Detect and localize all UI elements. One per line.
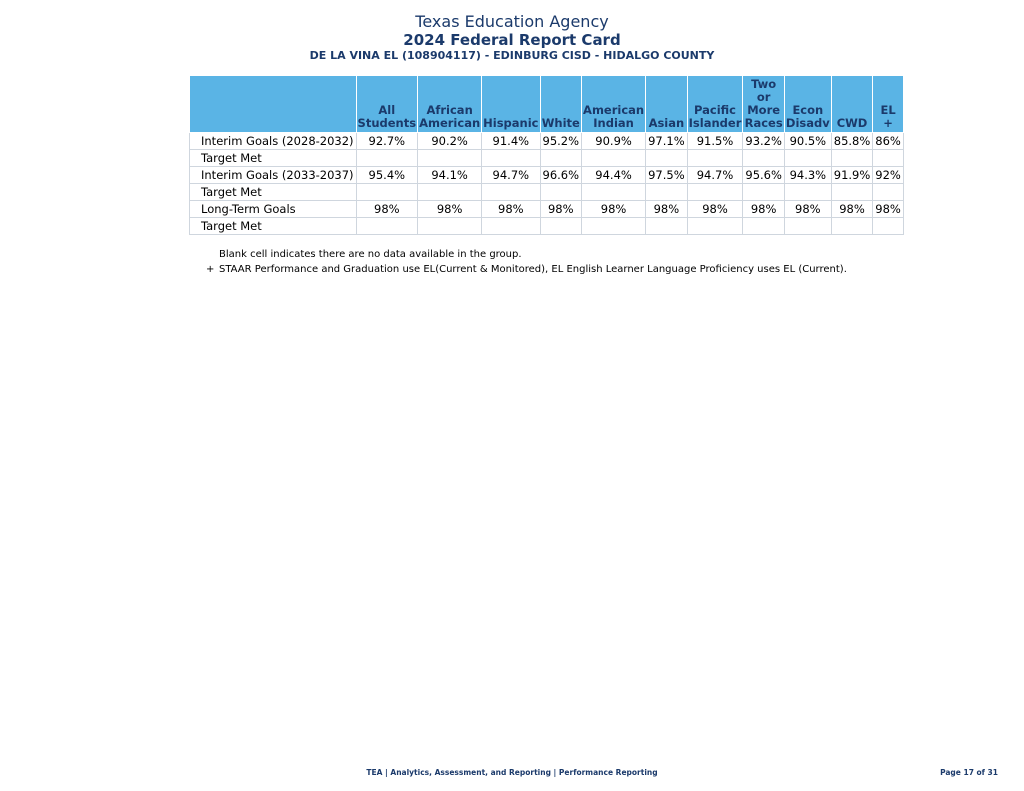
table-row bbox=[190, 133, 904, 150]
column-header: Hispanic bbox=[482, 76, 540, 133]
footnote-plus bbox=[206, 262, 847, 277]
table-cell: 90.9% bbox=[582, 133, 646, 150]
table-cell: 97.5% bbox=[646, 167, 688, 184]
table-cell bbox=[873, 218, 904, 235]
table-cell: 91.5% bbox=[687, 133, 743, 150]
table-row bbox=[190, 184, 904, 201]
table-cell bbox=[540, 150, 582, 167]
table-cell: 92.7% bbox=[356, 133, 418, 150]
table-cell: 93.2% bbox=[743, 133, 785, 150]
table-cell: 92% bbox=[873, 167, 904, 184]
table-cell bbox=[873, 184, 904, 201]
table-cell bbox=[418, 184, 482, 201]
footnotes bbox=[206, 247, 847, 277]
table-cell bbox=[743, 218, 785, 235]
table-cell: 98% bbox=[482, 201, 540, 218]
table-cell bbox=[784, 184, 831, 201]
table-cell: 98% bbox=[540, 201, 582, 218]
table-cell bbox=[831, 218, 873, 235]
column-header: CWD bbox=[831, 76, 873, 133]
column-header: Asian bbox=[646, 76, 688, 133]
table-cell bbox=[582, 150, 646, 167]
table-cell: 90.5% bbox=[784, 133, 831, 150]
goals-table bbox=[189, 75, 904, 235]
table-cell: 90.2% bbox=[418, 133, 482, 150]
table-cell bbox=[482, 184, 540, 201]
table-cell: 96.6% bbox=[540, 167, 582, 184]
footnote-plus-text: STAAR Performance and Graduation use EL(Current & Monitored), EL English Learner Language Proficiency uses EL (Current). bbox=[219, 264, 847, 275]
table-cell: 91.9% bbox=[831, 167, 873, 184]
row-label: Target Met bbox=[190, 218, 357, 235]
table-cell: 95.4% bbox=[356, 167, 418, 184]
footnote-blank-text: Blank cell indicates there are no data available in the group. bbox=[219, 249, 522, 260]
agency-name: Texas Education Agency bbox=[415, 12, 609, 31]
table-cell: 98% bbox=[356, 201, 418, 218]
table-cell: 86% bbox=[873, 133, 904, 150]
footer-source: TEA | Analytics, Assessment, and Reporting | Performance Reporting bbox=[366, 768, 658, 777]
table-cell bbox=[687, 150, 743, 167]
table-cell bbox=[482, 150, 540, 167]
table-cell: 98% bbox=[582, 201, 646, 218]
table-cell bbox=[418, 218, 482, 235]
column-header: African American bbox=[418, 76, 482, 133]
table-cell: 98% bbox=[831, 201, 873, 218]
column-header: All Students bbox=[356, 76, 418, 133]
column-header: Pacific Islander bbox=[687, 76, 743, 133]
table-cell bbox=[356, 184, 418, 201]
table-row bbox=[190, 201, 904, 218]
table-row bbox=[190, 218, 904, 235]
table-cell bbox=[784, 218, 831, 235]
footnote-blank bbox=[206, 247, 847, 262]
table-cell bbox=[482, 218, 540, 235]
table-cell bbox=[831, 184, 873, 201]
table-cell bbox=[540, 218, 582, 235]
school-name: DE LA VINA EL (108904117) - EDINBURG CISD - HIDALGO COUNTY bbox=[309, 49, 715, 62]
table-cell bbox=[831, 150, 873, 167]
table-cell bbox=[687, 218, 743, 235]
table-cell bbox=[356, 150, 418, 167]
table-cell: 94.1% bbox=[418, 167, 482, 184]
row-label: Interim Goals (2033-2037) bbox=[190, 167, 357, 184]
table-cell bbox=[743, 150, 785, 167]
table-cell bbox=[418, 150, 482, 167]
table-row bbox=[190, 167, 904, 184]
table-cell bbox=[873, 150, 904, 167]
table-cell: 98% bbox=[743, 201, 785, 218]
row-label: Target Met bbox=[190, 150, 357, 167]
table-cell: 94.7% bbox=[687, 167, 743, 184]
table-cell bbox=[582, 218, 646, 235]
table-cell: 94.3% bbox=[784, 167, 831, 184]
table-cell: 95.6% bbox=[743, 167, 785, 184]
table-cell bbox=[646, 184, 688, 201]
report-header bbox=[0, 12, 1024, 64]
table-cell: 97.1% bbox=[646, 133, 688, 150]
table-cell bbox=[646, 150, 688, 167]
table-cell bbox=[687, 184, 743, 201]
footnote-plus-mark: + bbox=[206, 264, 215, 275]
header-row bbox=[190, 76, 904, 133]
table-cell: 98% bbox=[873, 201, 904, 218]
table-cell: 98% bbox=[418, 201, 482, 218]
column-header: Econ Disadv bbox=[784, 76, 831, 133]
table-cell: 94.7% bbox=[482, 167, 540, 184]
table-cell: 98% bbox=[646, 201, 688, 218]
table-row bbox=[190, 150, 904, 167]
row-label: Interim Goals (2028-2032) bbox=[190, 133, 357, 150]
table-cell: 94.4% bbox=[582, 167, 646, 184]
table-cell bbox=[540, 184, 582, 201]
table-cell: 95.2% bbox=[540, 133, 582, 150]
column-header: American Indian bbox=[582, 76, 646, 133]
table-cell bbox=[784, 150, 831, 167]
table-cell: 98% bbox=[784, 201, 831, 218]
column-header: White bbox=[540, 76, 582, 133]
table-cell bbox=[646, 218, 688, 235]
column-header: EL + bbox=[873, 76, 904, 133]
column-header: Two or More Races bbox=[743, 76, 785, 133]
row-label: Target Met bbox=[190, 184, 357, 201]
page-number: Page 17 of 31 bbox=[940, 768, 998, 777]
corner-header bbox=[190, 76, 357, 133]
table-cell: 98% bbox=[687, 201, 743, 218]
table-cell bbox=[356, 218, 418, 235]
table-cell bbox=[743, 184, 785, 201]
report-title: 2024 Federal Report Card bbox=[403, 31, 621, 49]
table-cell: 91.4% bbox=[482, 133, 540, 150]
table-cell bbox=[582, 184, 646, 201]
row-label: Long-Term Goals bbox=[190, 201, 357, 218]
table-cell: 85.8% bbox=[831, 133, 873, 150]
